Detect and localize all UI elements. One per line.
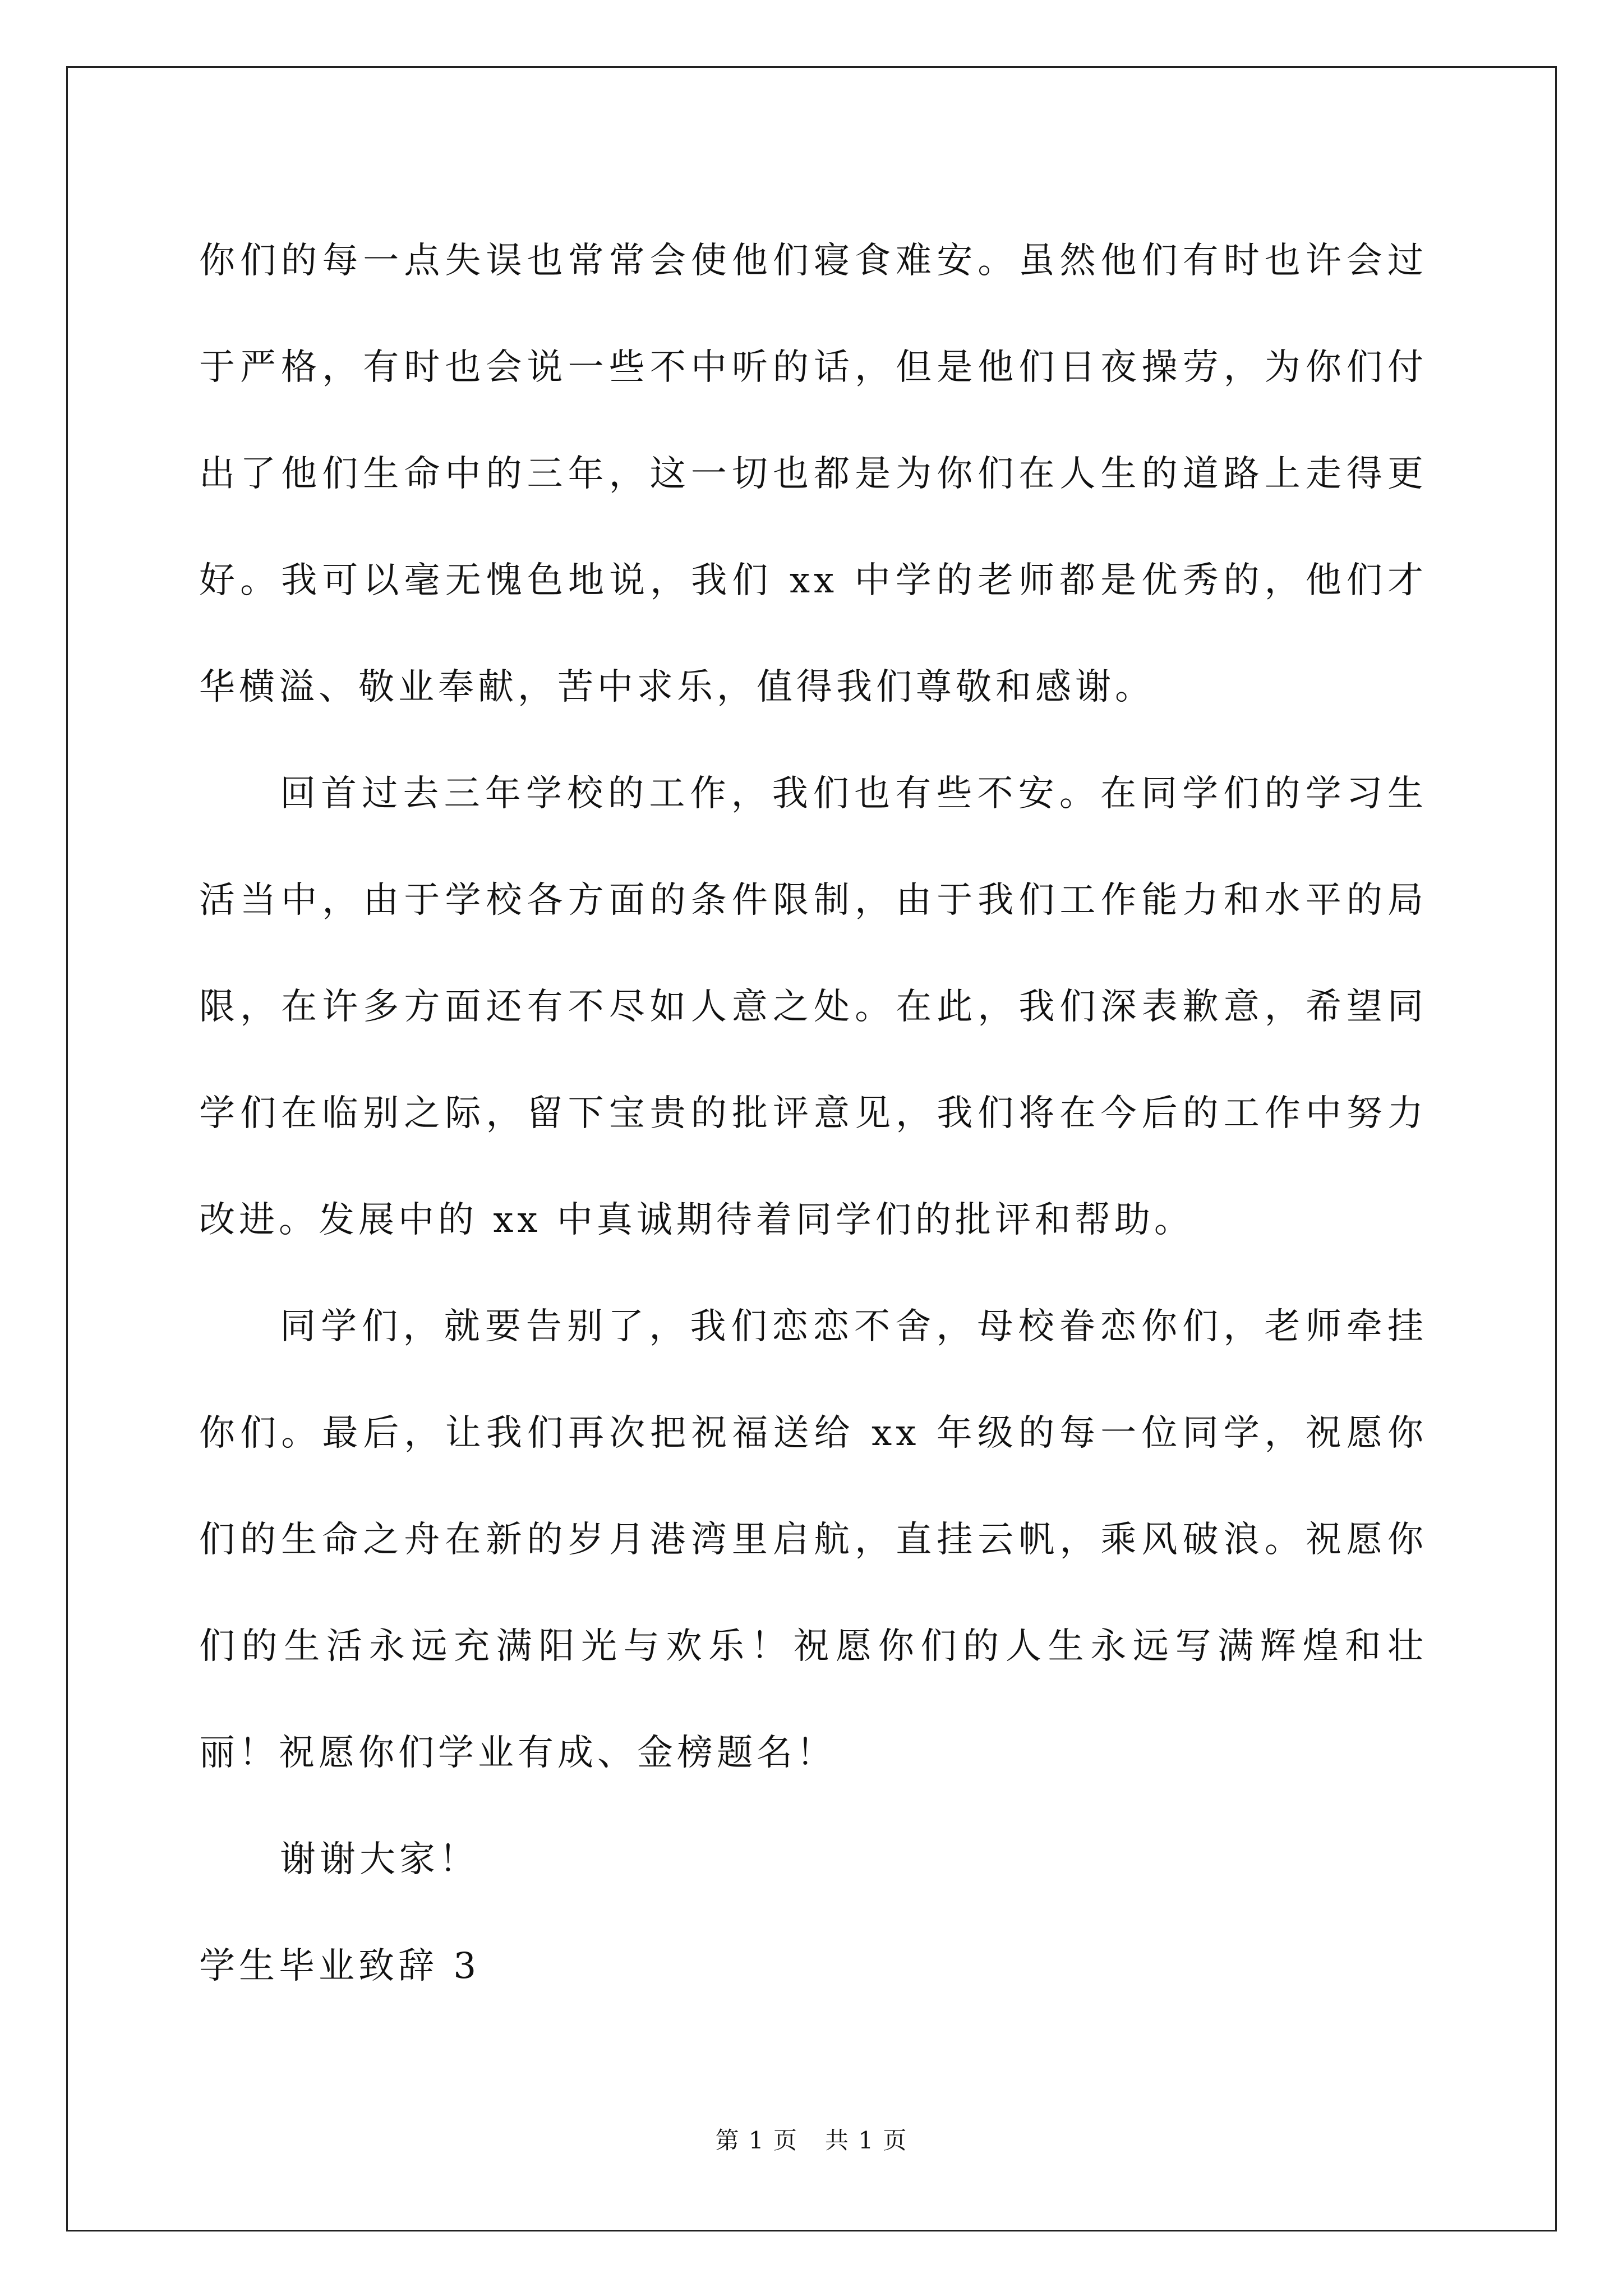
paragraph-1: 你们的每一点失误也常常会使他们寝食难安。虽然他们有时也许会过于严格，有时也会说一些不中听的话，但是他们日夜操劳，为你们付出了他们生命中的三年，这一切也都是为你们在人生的道路上走得更好。我可以毫无愧色地说，我们 xx 中学的老师都是优秀的，他们才华横溢、敬业奉献，苦中求乐，值得我们尊敬和感谢。 [199,240,1427,708]
section-heading: 学生毕业致辞 3 [199,1945,481,1987]
document-body [199,208,1427,2019]
paragraph-2: 回首过去三年学校的工作，我们也有些不安。在同学们的学习生活当中，由于学校各方面的条件限制，由于我们工作能力和水平的局限，在许多方面还有不尽如人意之处。在此，我们深表歉意，希望同学们在临别之际，留下宝贵的批评意见，我们将在今后的工作中努力改进。发展中的 xx 中真诚期待着同学们的批评和帮助。 [199,773,1427,1241]
paragraph-3: 同学们，就要告别了，我们恋恋不舍，母校眷恋你们，老师牵挂你们。最后，让我们再次把祝福送给 xx 年级的每一位同学，祝愿你们的生命之舟在新的岁月港湾里启航，直挂云帆，乘风破浪。祝愿你们的生活永远充满阳光与欢乐！祝愿你们的人生永远写满辉煌和壮丽！祝愿你们学业有成、金榜题名！ [199,1306,1427,1774]
page-footer [0,2122,1623,2156]
paragraph-4: 谢谢大家！ [280,1839,479,1880]
page-number-total: 共 1 页 [825,2127,908,2154]
page-number-current: 第 1 页 [715,2127,798,2154]
